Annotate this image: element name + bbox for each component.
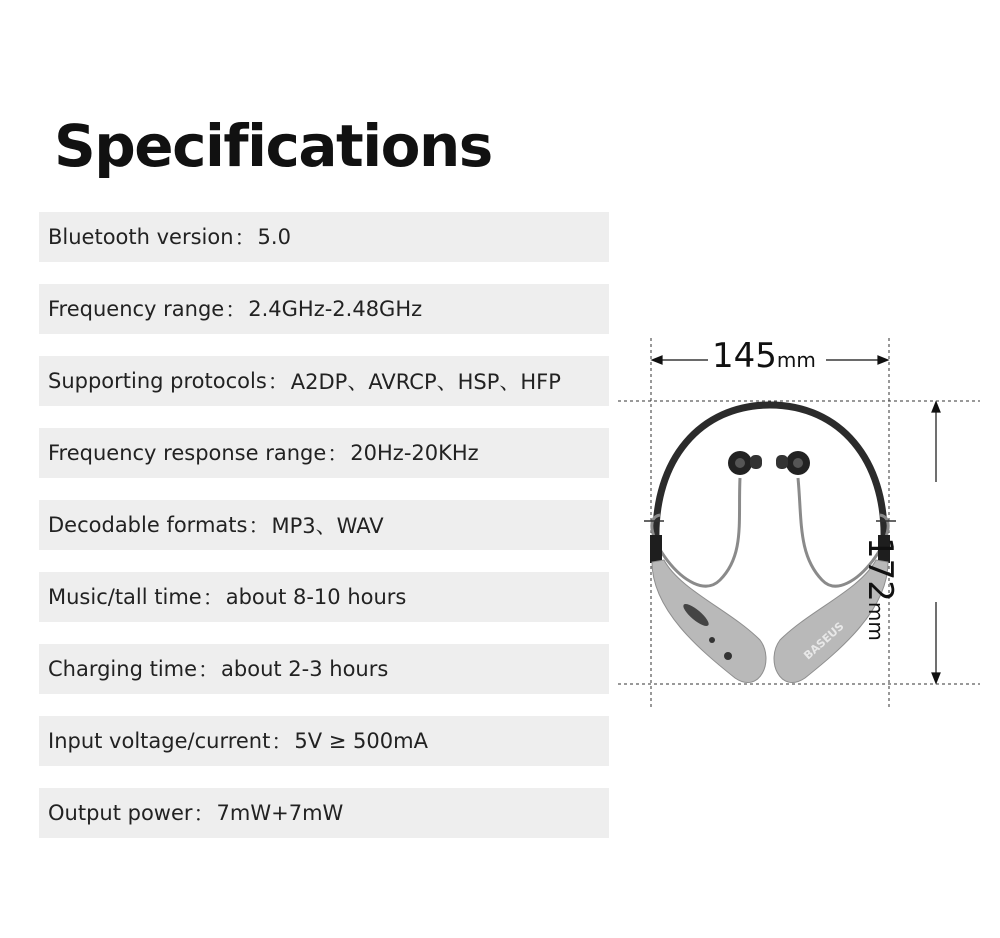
spec-value: 7mW+7mW [216,801,344,825]
height-unit: mm [864,601,888,641]
left-module [650,535,766,683]
width-value: 145 [712,336,777,376]
spec-value: 5V ≥ 500mA [294,729,428,753]
spec-label: Decodable formats [48,513,248,537]
spec-separator: ： [327,442,349,466]
height-arrow [932,402,940,683]
spec-row [39,284,609,334]
spec-row [39,212,609,262]
spec-label: Charging time [48,657,198,681]
left-earbud [728,451,762,475]
spec-label: Frequency range [48,297,225,321]
neckband-headphones [644,405,896,683]
height-value: 172 [860,537,900,602]
spec-value: about 8-10 hours [225,585,407,609]
spec-label: Frequency response range [48,441,327,465]
width-dimension-label [712,336,816,376]
spec-value: 20Hz-20KHz [350,441,479,465]
width-unit: mm [776,348,816,372]
spec-value: about 2-3 hours [221,657,389,681]
spec-row [39,500,609,550]
page-title: Specifications [54,112,492,180]
right-earbud [776,451,810,475]
spec-separator: ： [202,586,224,610]
spec-row [39,716,609,766]
spec-row [39,788,609,838]
height-dimension-label [860,537,900,641]
spec-label: Input voltage/current [48,729,271,753]
brand-mark: BASEUS [801,619,847,663]
spec-separator: ： [248,514,270,538]
product-dimension-diagram [610,330,1000,720]
spec-separator: ： [234,226,256,250]
spec-label: Bluetooth version [48,225,234,249]
spec-value: 2.4GHz-2.48GHz [248,297,423,321]
spec-label: Output power [48,801,193,825]
spec-label: Music/tall time [48,585,202,609]
spec-separator: ： [225,298,247,322]
spec-list [39,212,609,860]
spec-separator: ： [267,370,289,394]
spec-row [39,644,609,694]
spec-separator: ： [271,730,293,754]
spec-separator: ： [198,658,220,682]
spec-row [39,428,609,478]
spec-value: A2DP、AVRCP、HSP、HFP [290,370,561,394]
spec-value: MP3、WAV [271,514,384,538]
spec-row [39,572,609,622]
spec-separator: ： [193,802,215,826]
spec-label: Supporting protocols [48,369,267,393]
spec-row [39,356,609,406]
spec-value: 5.0 [257,225,291,249]
